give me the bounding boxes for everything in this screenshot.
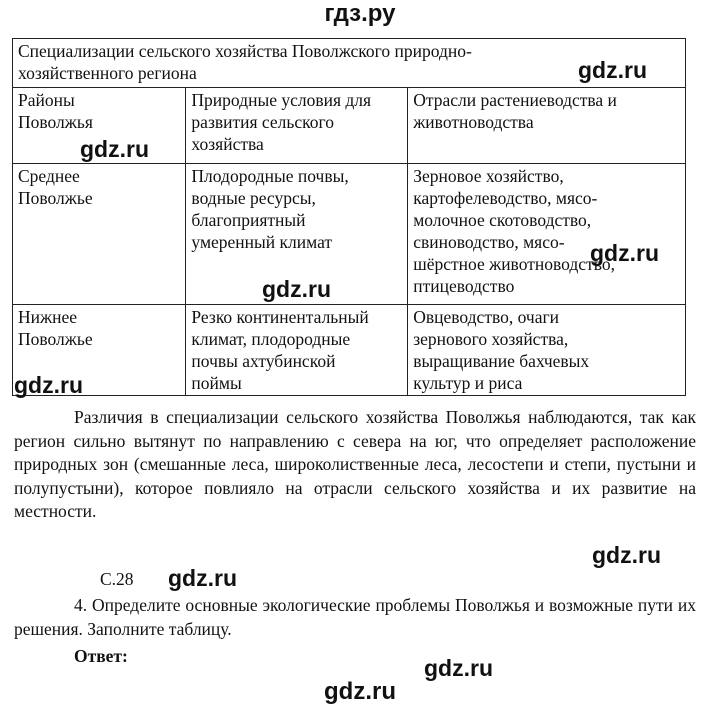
table-caption: Специализации сельского хозяйства Поволжского природно- хозяйственного региона xyxy=(13,39,686,88)
header-conditions: Природные условия для развития сельского хозяйства xyxy=(186,88,408,164)
watermark: gdz.ru xyxy=(590,240,659,266)
specialization-table xyxy=(12,38,686,396)
answer-label: Ответ: xyxy=(74,646,128,666)
site-footer: gdz.ru xyxy=(324,678,396,705)
explanation-paragraph xyxy=(14,406,696,524)
watermark: gdz.ru xyxy=(262,276,331,302)
row-conditions: Плодородные почвы, водные ресурсы, благоприятный умеренный климат xyxy=(186,164,408,305)
row-branches: Овцеводство, очаги зернового хозяйства, выращивание бахчевых культур и риса xyxy=(408,305,686,396)
row-branches: Зерновое хозяйство, картофелеводство, мясо- молочное скотоводство, свиноводство, мясо- шёрстное животноводство, птицеводство xyxy=(408,164,686,305)
paragraph-text: Различия в специализации сельского хозяйства Поволжья наблюдаются, так как регион сильно вытянут по направлению с севера на юг, что определяет расположение природных зон (смешанные леса, широколиственные леса, лесостепи и степи, пустыни и полупустыни), которое повлияло на отрасли сельского хозяйства и их развитие на местности. xyxy=(14,407,696,521)
row-region: Нижнее Поволжье xyxy=(13,305,186,396)
header-branches: Отрасли растениеводства и животноводства xyxy=(408,88,686,164)
table-row xyxy=(13,305,686,396)
watermark: gdz.ru xyxy=(424,655,493,681)
task-text: 4. Определите основные экологические проблемы Поволжья и возможные пути их решения. Заполните таблицу. xyxy=(14,595,696,639)
site-title: гдз.ру xyxy=(324,0,396,27)
watermark: gdz.ru xyxy=(592,542,661,568)
watermark: gdz.ru xyxy=(80,136,149,162)
row-conditions: Резко континентальный климат, плодородные почвы ахтубинской поймы xyxy=(186,305,408,396)
watermark: gdz.ru xyxy=(14,372,83,398)
header-regions: Районы Поволжья xyxy=(13,88,186,164)
page-reference: С.28 xyxy=(100,569,134,589)
row-region: Среднее Поволжье xyxy=(13,164,186,305)
watermark: gdz.ru xyxy=(168,565,237,591)
table-row xyxy=(13,164,686,305)
watermark: gdz.ru xyxy=(578,57,647,83)
